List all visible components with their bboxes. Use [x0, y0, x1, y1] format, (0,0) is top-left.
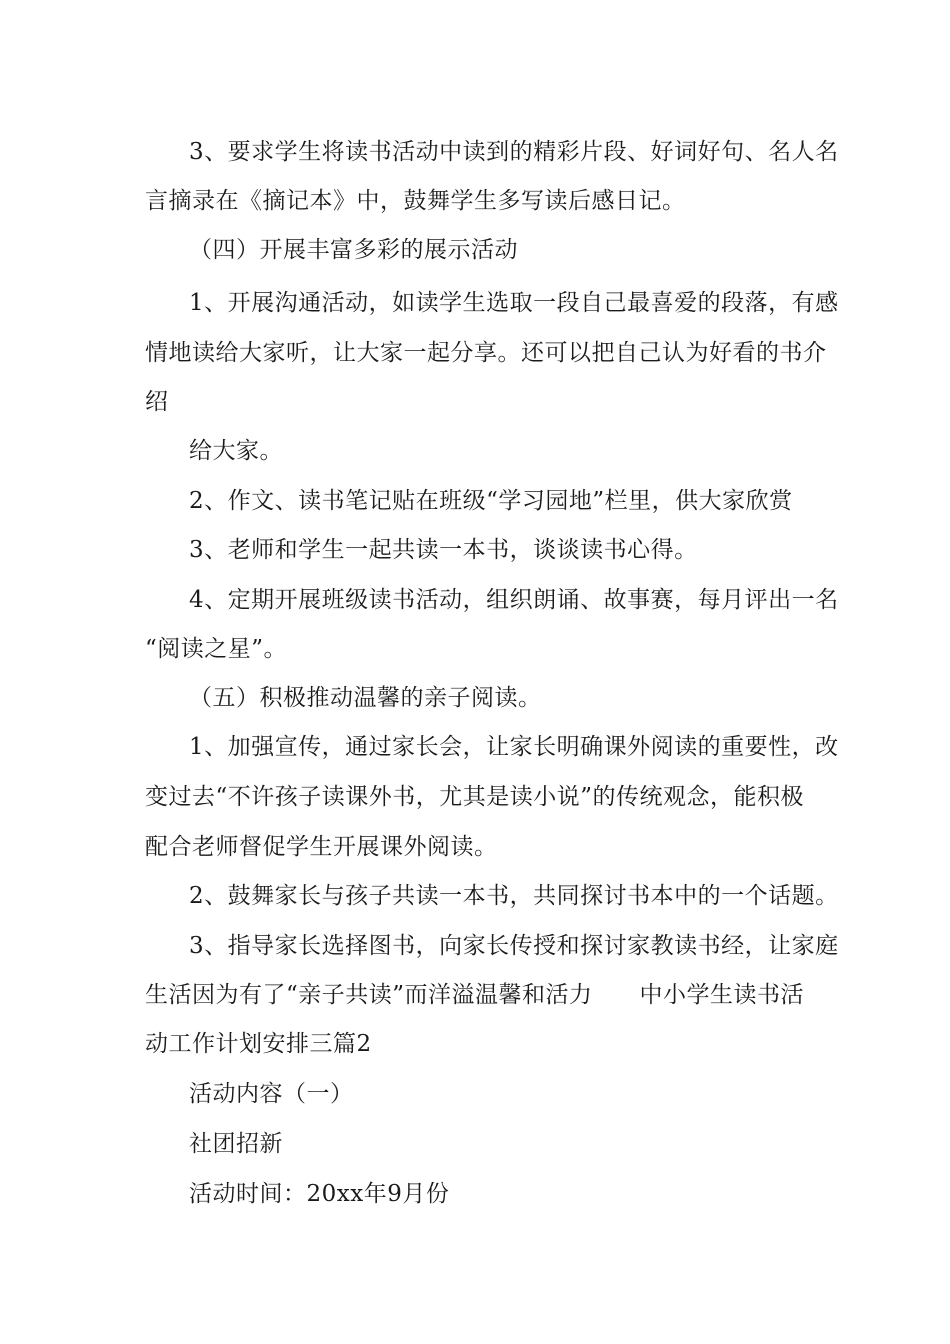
paragraph-line: 变过去“不许孩子读课外书，尤其是读小说”的传统观念，能积极: [145, 784, 805, 810]
paragraph-line: 生活因为有了“亲子共读”而洋溢温馨和活力 中小学生读书活: [145, 982, 805, 1008]
paragraph-line: 给大家。: [189, 438, 283, 464]
paragraph-line: 配合老师督促学生开展课外阅读。: [145, 834, 498, 860]
paragraph-line: 绍: [145, 389, 169, 415]
paragraph-line: 2、作文、读书笔记贴在班级“学习园地”栏里，供大家欣赏: [189, 488, 793, 514]
paragraph-line: 1、开展沟通活动，如读学生选取一段自己最喜爱的段落，有感: [189, 290, 839, 316]
paragraph-line: 情地读给大家听，让大家一起分享。还可以把自己认为好看的书介: [145, 340, 827, 366]
paragraph-line: 3、老师和学生一起共读一本书，谈谈读书心得。: [189, 537, 698, 563]
paragraph-line: “阅读之星”。: [145, 636, 288, 662]
paragraph-line: 社团招新: [189, 1131, 283, 1157]
paragraph-line: 2、鼓舞家长与孩子共读一本书，共同探讨书本中的一个话题。: [189, 883, 839, 909]
section-heading: （四）开展丰富多彩的展示活动: [189, 237, 518, 263]
paragraph-line: 3、指导家长选择图书，向家长传授和探讨家教读书经，让家庭: [189, 933, 839, 959]
paragraph-line: 活动时间：20xx年9月份: [189, 1181, 450, 1207]
paragraph-line: 言摘录在《摘记本》中，鼓舞学生多写读后感日记。: [145, 188, 686, 214]
section-heading: （五）积极推动温馨的亲子阅读。: [189, 685, 542, 711]
paragraph-line: 4、定期开展班级读书活动，组织朗诵、故事赛，每月评出一名: [189, 587, 839, 613]
paragraph-line: 动工作计划安排三篇2: [145, 1031, 372, 1057]
paragraph-line: 1、加强宣传，通过家长会，让家长明确课外阅读的重要性，改: [189, 734, 839, 760]
section-heading: 活动内容（一）: [189, 1081, 354, 1107]
paragraph-line: 3、要求学生将读书活动中读到的精彩片段、好词好句、名人名: [189, 139, 839, 165]
